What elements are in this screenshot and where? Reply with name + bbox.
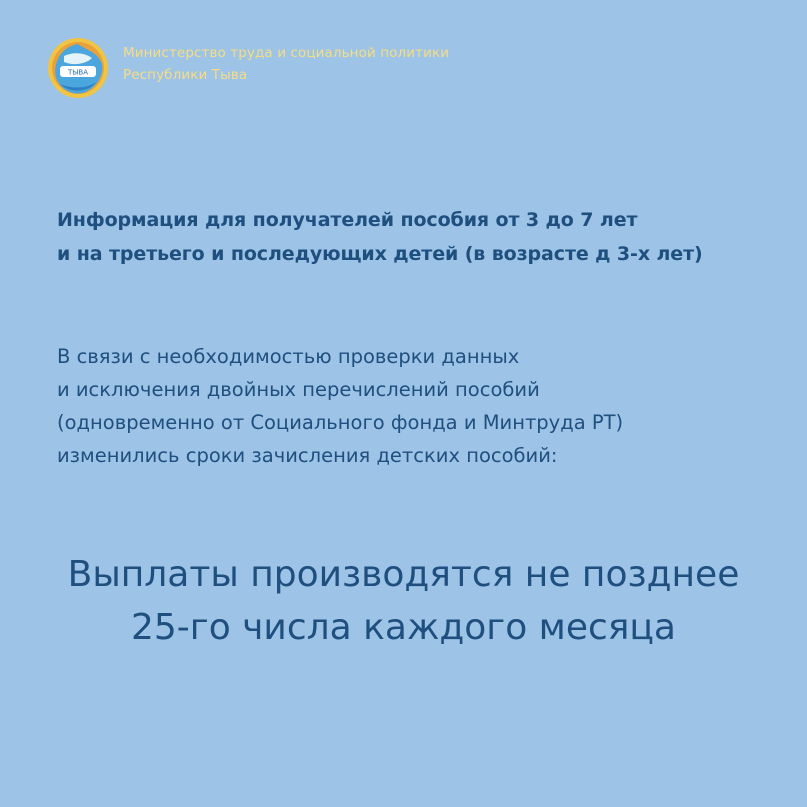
org-line-2: Республики Тыва bbox=[123, 67, 248, 83]
ministry-logo bbox=[46, 36, 110, 100]
paragraph-line-4: изменились сроки зачисления детских пособий: bbox=[57, 444, 558, 467]
highlight-line-2: 25-го числа каждого месяца bbox=[130, 607, 676, 648]
org-line-1: Министерство труда и социальной политики bbox=[123, 45, 450, 61]
header bbox=[46, 36, 449, 100]
logo-lettering: ТЫВА bbox=[67, 68, 89, 77]
paragraph-line-1: В связи с необходимостью проверки данных bbox=[57, 345, 520, 368]
info-paragraph bbox=[57, 340, 623, 472]
paragraph-line-3: (одновременно от Социального фонда и Минтруда РТ) bbox=[57, 411, 624, 434]
paragraph-line-2: и исключения двойных перечислений пособий bbox=[57, 378, 540, 401]
payment-deadline-notice bbox=[0, 548, 807, 654]
title-line-1: Информация для получателей пособия от 3 до 7 лет bbox=[57, 209, 638, 231]
highlight-line-1: Выплаты производятся не позднее bbox=[67, 554, 740, 595]
info-title bbox=[57, 203, 703, 271]
title-line-2: и на третьего и последующих детей (в возрасте д 3-х лет) bbox=[57, 243, 703, 265]
organization-name bbox=[123, 42, 449, 86]
